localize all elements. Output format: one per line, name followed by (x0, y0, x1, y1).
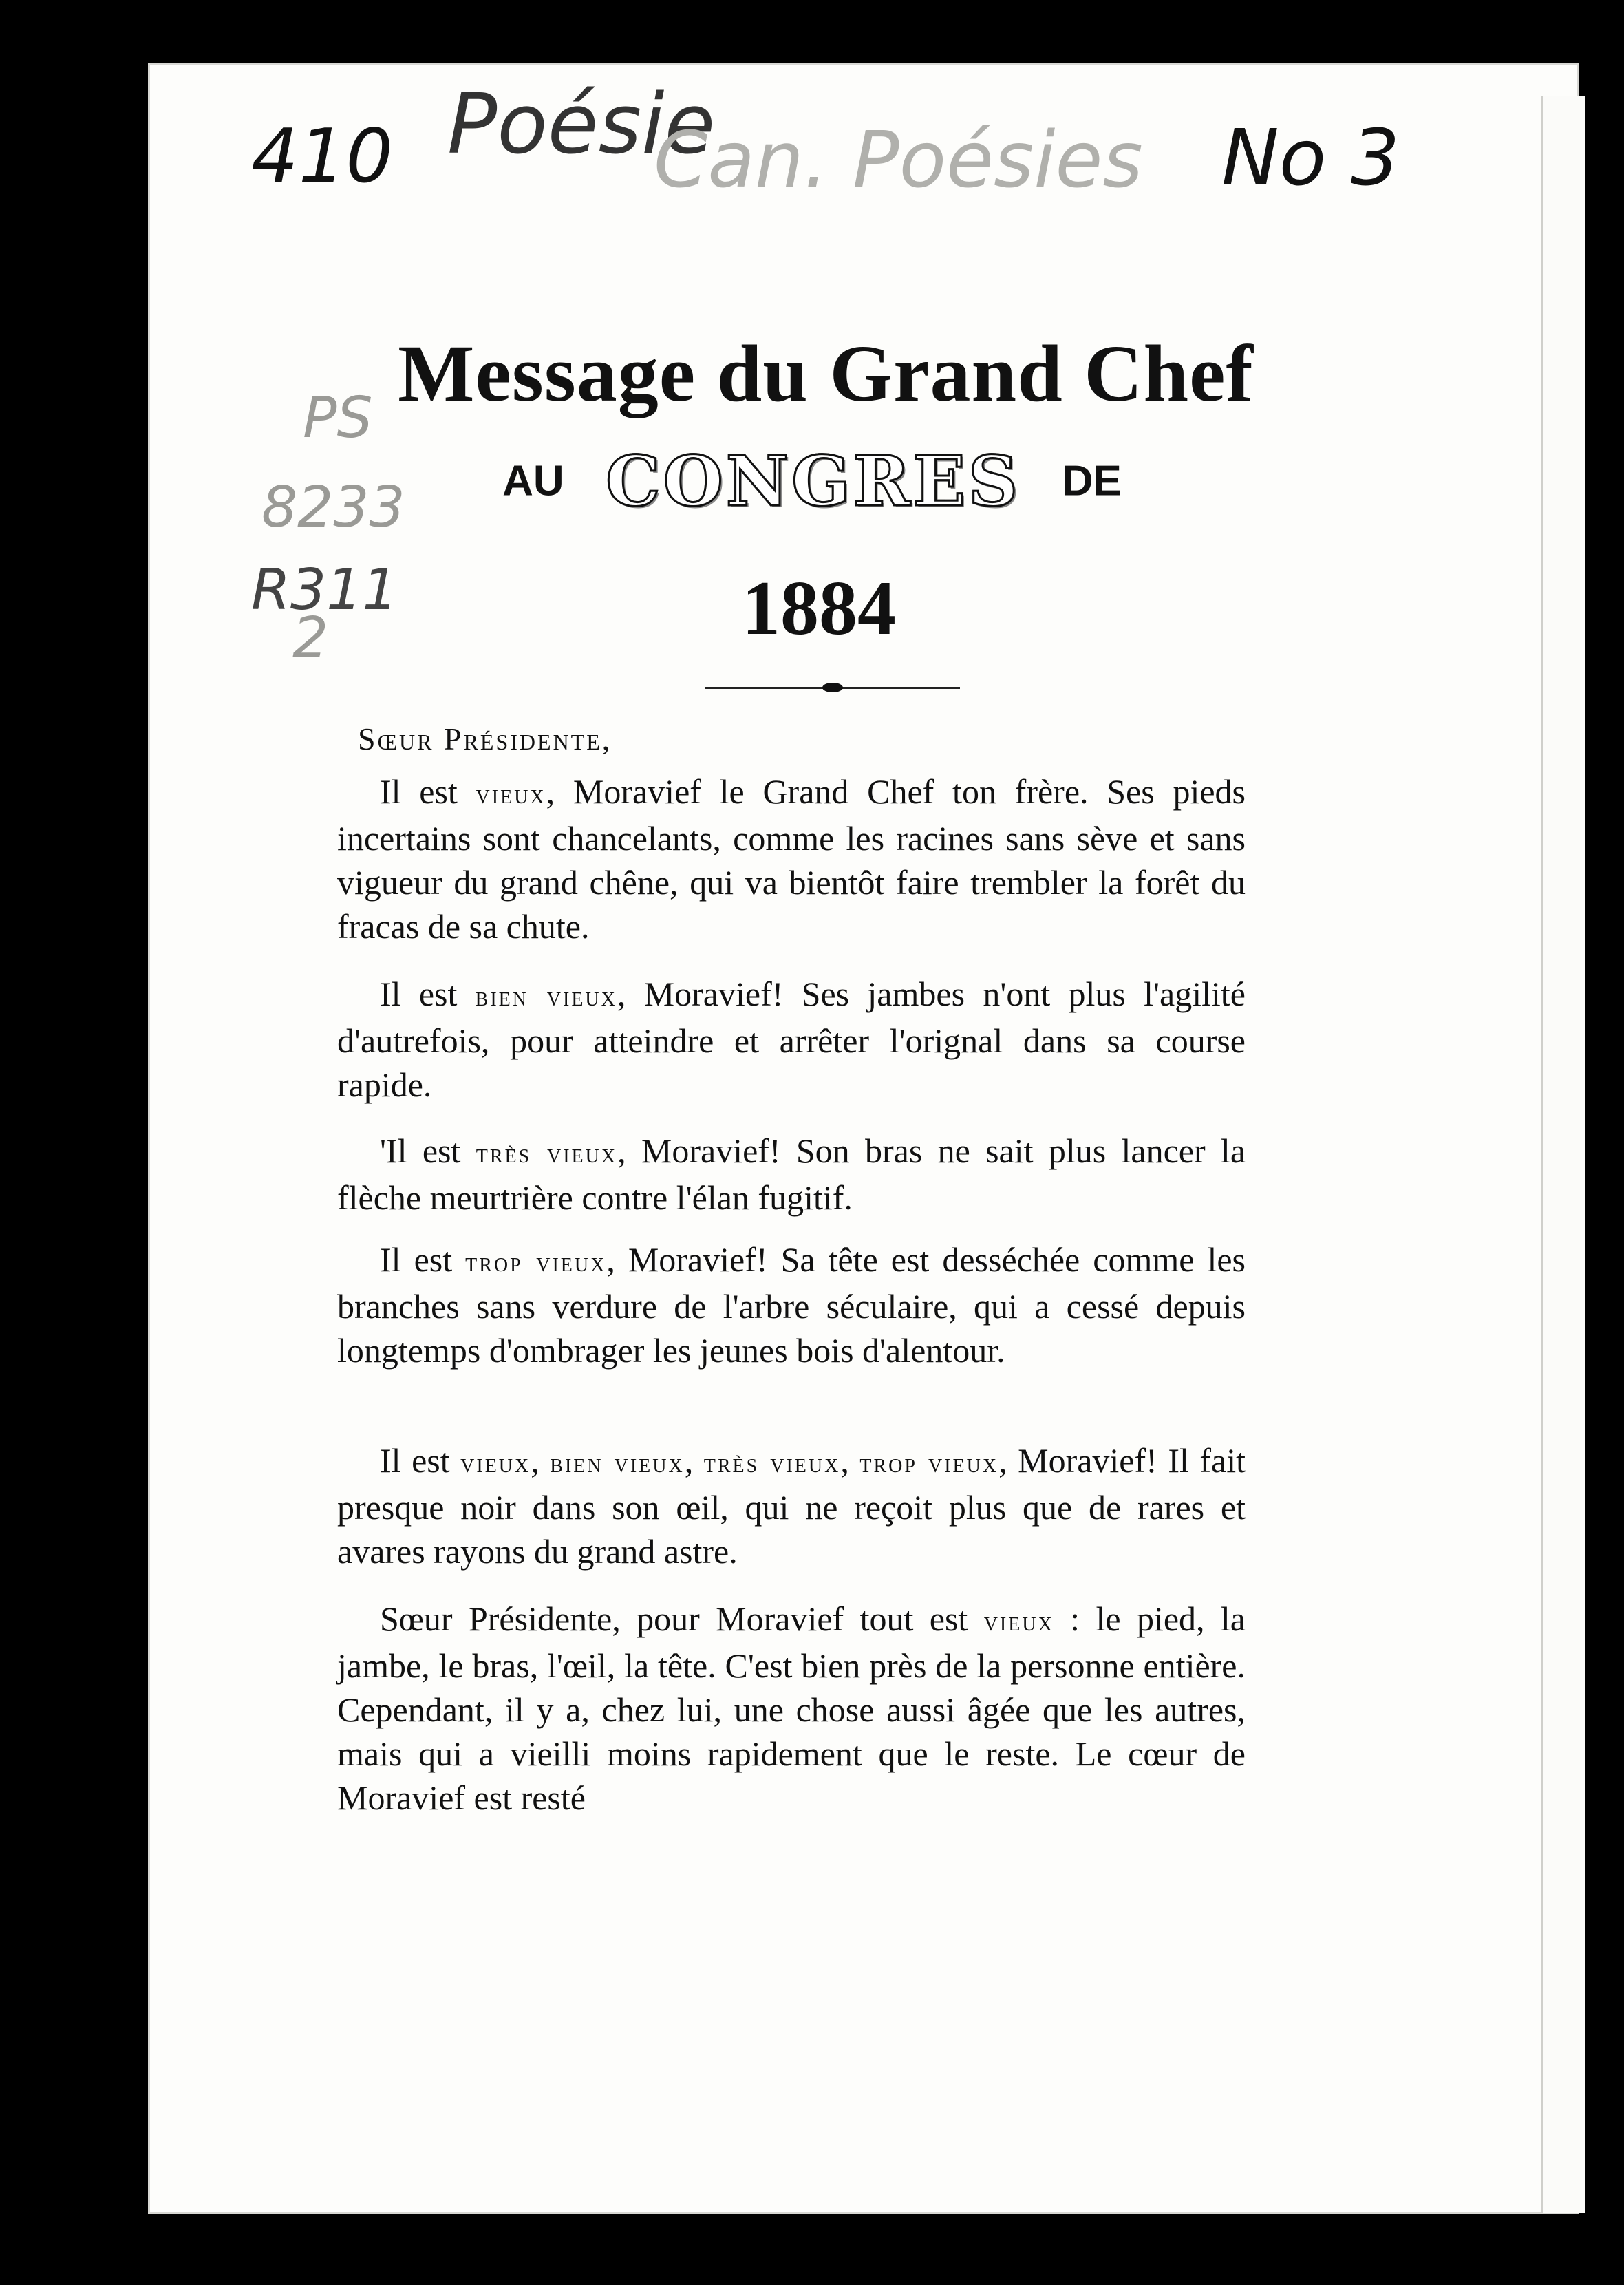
paragraph-text: Sœur Présidente, pour Moravief tout est (380, 1600, 984, 1638)
subtitle-de: DE (1062, 457, 1122, 505)
paragraph-text: , Moravief! Sa tête est desséchée comme les branches sans verdure de l'arbre séculaire, qui a cessé depuis longtemps d'ombrager les jeunes bois d'alentour. (337, 1240, 1246, 1370)
separator: , (531, 1441, 551, 1480)
document-title: Message du Grand Chef (398, 328, 1254, 418)
paragraph-1 (337, 769, 1246, 948)
paragraph-3 (337, 1129, 1246, 1220)
small-caps-text: très vieux (703, 1447, 841, 1478)
subtitle-au: AU (502, 457, 564, 505)
separator: , (684, 1441, 704, 1480)
small-caps-text: trop vieux (465, 1246, 607, 1277)
paragraph-text: Il est (380, 1441, 461, 1480)
small-caps-text: bien vieux (475, 981, 617, 1012)
subtitle-row (0, 440, 1624, 522)
ornamental-congres: CONGRES (593, 440, 1033, 522)
small-caps-text: vieux (460, 1447, 531, 1478)
handwritten-subject: Poésie (447, 77, 716, 173)
handwritten-shelf-mark-3: R311 (251, 557, 398, 623)
small-caps-text: bien vieux (550, 1447, 685, 1478)
divider-ornament (822, 683, 843, 692)
paragraph-6 (337, 1597, 1246, 1820)
paragraph-text: Il est (380, 772, 476, 811)
handwritten-subject-light: Can. Poésies (654, 116, 1143, 205)
small-caps-text: vieux (983, 1606, 1054, 1637)
paragraph-text: Il est (380, 975, 476, 1013)
paragraph-5 (337, 1438, 1246, 1573)
small-caps-text: trop vieux (859, 1447, 999, 1478)
paragraph-4 (337, 1237, 1246, 1372)
small-caps-text: vieux (476, 778, 546, 809)
paragraph-2 (337, 972, 1246, 1107)
salutation (337, 716, 1246, 761)
paragraph-text: , Moravief le Grand Chef ton frère. Ses pieds incertains sont chancelants, comme les racines sans sève et sans vigueur du grand chêne, qui va bientôt faire trembler la forêt du fracas de sa chute. (337, 772, 1246, 946)
handwritten-shelf-mark-2: 8233 (261, 475, 405, 540)
salutation-text: Sœur Présidente, (358, 721, 612, 756)
handwritten-volume: No 3 (1221, 114, 1400, 203)
handwritten-call-number: 410 (251, 114, 394, 200)
paragraph-text: Il est (380, 1240, 466, 1279)
paragraph-text: , Moravief! Son bras ne sait plus lancer la flèche meurtrière contre l'élan fugitif. (337, 1131, 1246, 1217)
separator: , (840, 1441, 860, 1480)
handwritten-shelf-mark-1: PS (303, 385, 373, 451)
paragraph-text: , Moravief! Il fait presque noir dans son œil, qui ne reçoit plus que de rares et avares rayons du grand astre. (337, 1441, 1246, 1571)
handwritten-shelf-mark-4: 2 (292, 606, 329, 671)
document-year: 1884 (742, 566, 896, 651)
paragraph-text: , Moravief! Ses jambes n'ont plus l'agilité d'autrefois, pour atteindre et arrêter l'orignal dans sa course rapide. (337, 975, 1246, 1104)
paragraph-text: : le pied, la jambe, le bras, l'œil, la tête. C'est bien près de la personne entière. Cependant, il y a, chez lui, une chose aussi âgée que les autres, mais qui a vieilli moins rapidement que le reste. Le cœur de Moravief est resté (337, 1600, 1246, 1817)
small-caps-text: très vieux (476, 1138, 618, 1169)
paragraph-text: 'Il est (380, 1131, 476, 1170)
